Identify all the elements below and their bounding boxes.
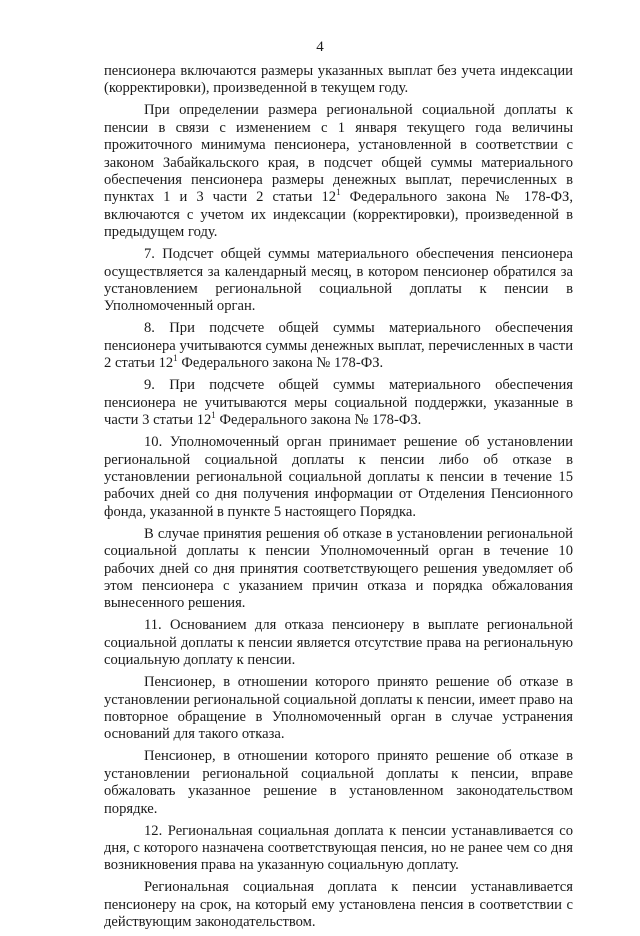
superscript-index: 1 [336, 187, 341, 198]
page-number: 4 [316, 39, 324, 55]
paragraph-p4: 9. При подсчете общей суммы материального обеспечения пенсионера не учитываются меры социальной поддержки, указанные в части 3 статьи $12^1$ Федерального закона № 178-ФЗ. [104, 377, 573, 429]
paragraph-p3: 8. При подсчете общей суммы материального обеспечения пенсионера учитываются суммы денежных выплат, перечисленных в части 2 статьи $12^1$ Федерального закона № 178-ФЗ. [104, 320, 573, 372]
paragraph-p5: 10. Уполномоченный орган принимает решение об установлении региональной социальной доплаты к пенсии либо об отказе в установлении региональной социальной доплаты к пенсии в течение 15 рабочих дней со дня получения информации от Отделения Пенсионного фонда, указанной в пункте 5 настоящего Порядка. [104, 434, 573, 520]
paragraph-p11: Региональная социальная доплата к пенсии устанавливается пенсионеру на срок, на который ему установлена пенсия в соответствии с действующим законодательством. [104, 879, 573, 931]
document-body [104, 63, 573, 936]
paragraph-p8: Пенсионер, в отношении которого принято решение об отказе в установлении региональной социальной доплаты к пенсии, имеет право на повторное обращение в Уполномоченный орган в случае устранения оснований для такого отказа. [104, 674, 573, 743]
paragraph-p10: 12. Региональная социальная доплата к пенсии устанавливается со дня, с которого назначена соответствующая пенсия, но не ранее чем со дня возникновения права на указанную социальную доплату. [104, 822, 573, 874]
superscript-index: 1 [173, 353, 178, 364]
paragraph-p2: 7. Подсчет общей суммы материального обеспечения пенсионера осуществляется за календарный месяц, в котором пенсионер обратился за установлением региональной социальной доплаты к пенсии в Уполномоченный орган. [104, 246, 573, 315]
superscript-index: 1 [211, 410, 216, 421]
paragraph-p1: При определении размера региональной социальной доплаты к пенсии в связи с изменением с 1 января текущего года величины прожиточного минимума пенсионера, установленной в соответствии с законом Забайкальского края, в подсчет общей суммы материального обеспечения пенсионера размеры денежных выплат, перечисленных в пунктах 1 и 3 части 2 статьи $12^1$ Федерального закона № 178-ФЗ, включаются с учетом их индексации (корректировки), произведенной в предыдущем году. [104, 102, 573, 241]
paragraph-p0: пенсионера включаются размеры указанных выплат без учета индексации (корректировки), произведенной в текущем году. [104, 63, 573, 97]
paragraph-p9: Пенсионер, в отношении которого принято решение об отказе в установлении региональной социальной доплаты к пенсии, вправе обжаловать указанное решение в установленном законодательством порядке. [104, 748, 573, 817]
paragraph-p7: 11. Основанием для отказа пенсионеру в выплате региональной социальной доплаты к пенсии является отсутствие права на региональную социальную доплату к пенсии. [104, 617, 573, 669]
paragraph-p6: В случае принятия решения об отказе в установлении региональной социальной доплаты к пенсии Уполномоченный орган в течение 10 рабочих дней со дня принятия соответствующего решения уведомляет об этом пенсионера с указанием причин отказа и порядка обжалования вынесенного решения. [104, 525, 573, 612]
